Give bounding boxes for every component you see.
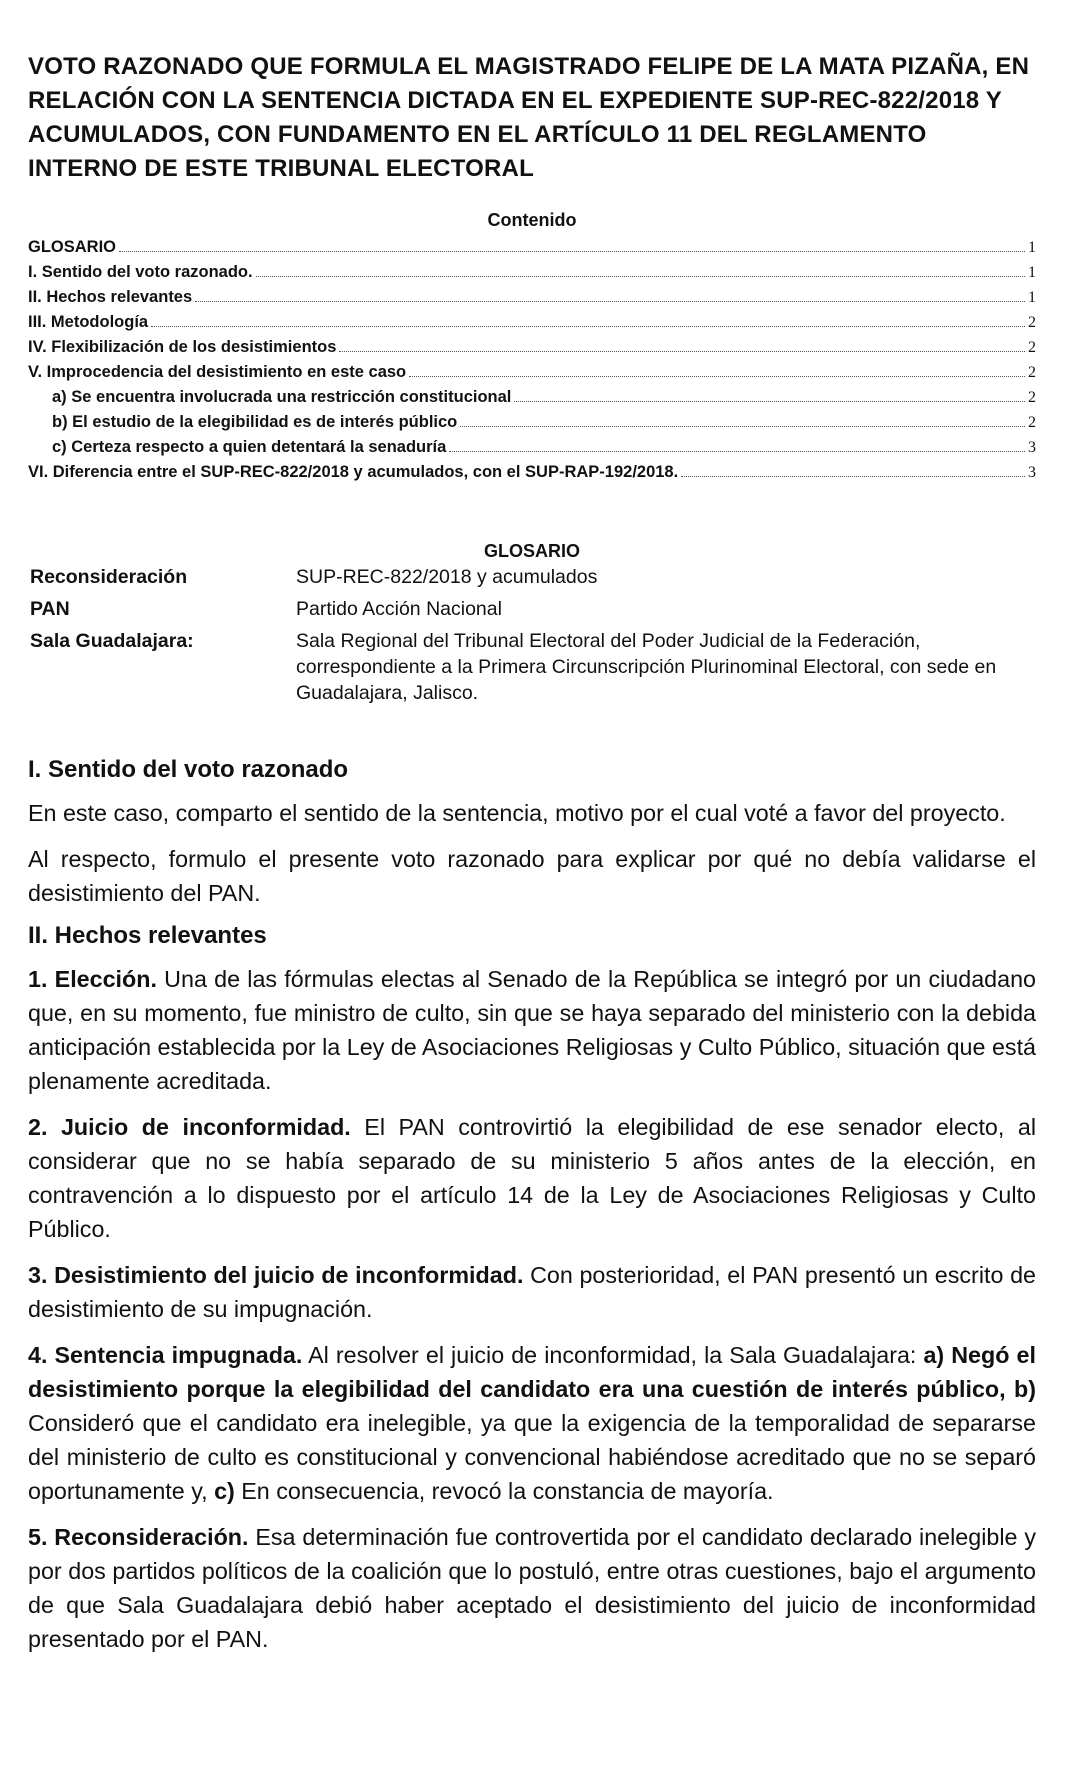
toc-leader	[119, 251, 1025, 252]
fact-text: Esa determinación fue controvertida por el candidato declarado inelegible y por dos partidos políticos de la coalición que lo postuló, entre otras cuestiones, bajo el argumento de que Sala Guadalajara debió haber aceptado el desistimiento del juicio de inconformidad presentado por el PAN.	[28, 1524, 1036, 1652]
toc-leader	[409, 376, 1025, 377]
toc-item-page: 2	[1028, 414, 1036, 431]
glossary-term: Sala Guadalajara:	[30, 630, 194, 652]
fact-paragraph	[28, 1338, 1036, 1508]
fact-paragraph	[28, 1258, 1036, 1326]
document-page	[28, 50, 1036, 1668]
fact-lead: 1. Elección.	[28, 966, 157, 992]
toc-item-label: III. Metodología	[28, 313, 149, 331]
toc-heading: Contenido	[487, 210, 577, 230]
fact-lead: 5. Reconsideración.	[28, 1524, 249, 1550]
toc-subitem[interactable]	[28, 410, 1036, 435]
toc-item-label: b) El estudio de la elegibilidad es de interés público	[52, 413, 458, 431]
toc-item[interactable]	[28, 260, 1036, 285]
toc-item[interactable]	[28, 460, 1036, 485]
fact-text: Al resolver el juicio de inconformidad, la Sala Guadalajara:	[302, 1342, 924, 1368]
toc-item-label: c) Certeza respecto a quien detentará la senaduría	[52, 438, 447, 456]
fact-lead: 2. Juicio de inconformidad.	[28, 1114, 351, 1140]
toc-item-page: 2	[1028, 389, 1036, 406]
section-title: I. Sentido del voto razonado	[28, 756, 349, 783]
fact-text: Consideró que el candidato era inelegible, ya que la exigencia de la temporalidad de separarse del ministerio de culto es constitucional y convencional habiéndose acreditado que no se separó oportunamente y,	[28, 1410, 1036, 1504]
toc-item-page: 1	[1028, 264, 1036, 281]
glossary-definition: Partido Acción Nacional	[296, 598, 502, 620]
toc-item-page: 2	[1028, 314, 1036, 331]
table-of-contents	[28, 235, 1036, 485]
glossary-definition: Sala Regional del Tribunal Electoral del Poder Judicial de la Federación, correspondiente a la Primera Circunscripción Plurinominal Electoral, con sede en Guadalajara, Jalisco.	[296, 630, 997, 704]
toc-item-label: I. Sentido del voto razonado.	[28, 263, 253, 281]
glossary-table	[28, 564, 1036, 706]
toc-item[interactable]	[28, 310, 1036, 335]
toc-item-page: 2	[1028, 339, 1036, 356]
toc-item-label: VI. Diferencia entre el SUP-REC-822/2018 y acumulados, con el SUP-RAP-192/2018.	[28, 463, 679, 481]
toc-item[interactable]	[28, 235, 1036, 260]
section-title: II. Hechos relevantes	[28, 922, 267, 949]
document-title: VOTO RAZONADO QUE FORMULA EL MAGISTRADO FELIPE DE LA MATA PIZAÑA, EN RELACIÓN CON LA SENTENCIA DICTADA EN EL EXPEDIENTE SUP-REC-822/2018 Y ACUMULADOS, CON FUNDAMENTO EN EL ARTÍCULO 11 DEL REGLAMENTO INTERNO DE ESTE TRIBUNAL ELECTORAL	[28, 53, 1030, 182]
toc-leader	[681, 476, 1025, 477]
fact-bold-text: a) Negó el desistimiento porque la elegibilidad del candidato era una cuestión de interés público,	[28, 1342, 1036, 1402]
toc-leader	[449, 451, 1025, 452]
toc-item-page: 3	[1028, 464, 1036, 481]
toc-item[interactable]	[28, 335, 1036, 360]
toc-item-label: II. Hechos relevantes	[28, 288, 193, 306]
fact-text: Una de las fórmulas electas al Senado de la República se integró por un ciudadano que, en su momento, fue ministro de culto, sin que se haya separado del ministerio con la debida anticipación establecida por la Ley de Asociaciones Religiosas y Culto Público, situación que está plenamente acreditada.	[28, 966, 1036, 1094]
glossary-term: Reconsideración	[30, 566, 188, 588]
toc-item-page: 1	[1028, 239, 1036, 256]
fact-paragraph	[28, 1110, 1036, 1246]
fact-lead: 4. Sentencia impugnada.	[28, 1342, 303, 1368]
toc-item-page: 1	[1028, 289, 1036, 306]
toc-leader	[460, 426, 1025, 427]
fact-text: Con posterioridad, el PAN presentó un escrito de desistimiento de su impugnación.	[28, 1262, 1036, 1322]
fact-text: En consecuencia, revocó la constancia de mayoría.	[234, 1478, 774, 1504]
paragraph: En este caso, comparto el sentido de la sentencia, motivo por el cual voté a favor del proyecto.	[28, 800, 1006, 826]
fact-bold-text: b)	[1014, 1376, 1036, 1402]
toc-leader	[151, 326, 1025, 327]
toc-item[interactable]	[28, 285, 1036, 310]
glossary-term: PAN	[30, 598, 70, 620]
toc-item-label: a) Se encuentra involucrada una restricción constitucional	[52, 388, 512, 406]
fact-paragraph	[28, 1520, 1036, 1656]
toc-subitem[interactable]	[28, 435, 1036, 460]
toc-leader	[195, 301, 1025, 302]
fact-text: El PAN controvirtió la elegibilidad de ese senador electo, al considerar que no se había separado de su ministerio 5 años antes de la elección, en contravención a lo dispuesto por el artículo 14 de la Ley de Asociaciones Religiosas y Culto Público.	[28, 1114, 1037, 1242]
toc-subitem[interactable]	[28, 385, 1036, 410]
fact-text	[1006, 1376, 1014, 1402]
toc-item-page: 3	[1028, 439, 1036, 456]
glossary-heading: GLOSARIO	[483, 541, 580, 561]
toc-item[interactable]	[28, 360, 1036, 385]
toc-leader	[256, 276, 1025, 277]
paragraph: Al respecto, formulo el presente voto razonado para explicar por qué no debía validarse el desistimiento del PAN.	[28, 846, 1036, 906]
fact-bold-text: c)	[214, 1478, 235, 1504]
toc-item-label: V. Improcedencia del desistimiento en este caso	[28, 363, 407, 381]
toc-item-label: GLOSARIO	[28, 238, 117, 256]
fact-paragraph	[28, 962, 1036, 1098]
fact-lead: 3. Desistimiento del juicio de inconformidad.	[28, 1262, 524, 1288]
toc-item-label: IV. Flexibilización de los desistimientos	[28, 338, 337, 356]
glossary-definition: SUP-REC-822/2018 y acumulados	[296, 566, 598, 588]
toc-leader	[339, 351, 1025, 352]
toc-item-page: 2	[1028, 364, 1036, 381]
toc-leader	[514, 401, 1025, 402]
